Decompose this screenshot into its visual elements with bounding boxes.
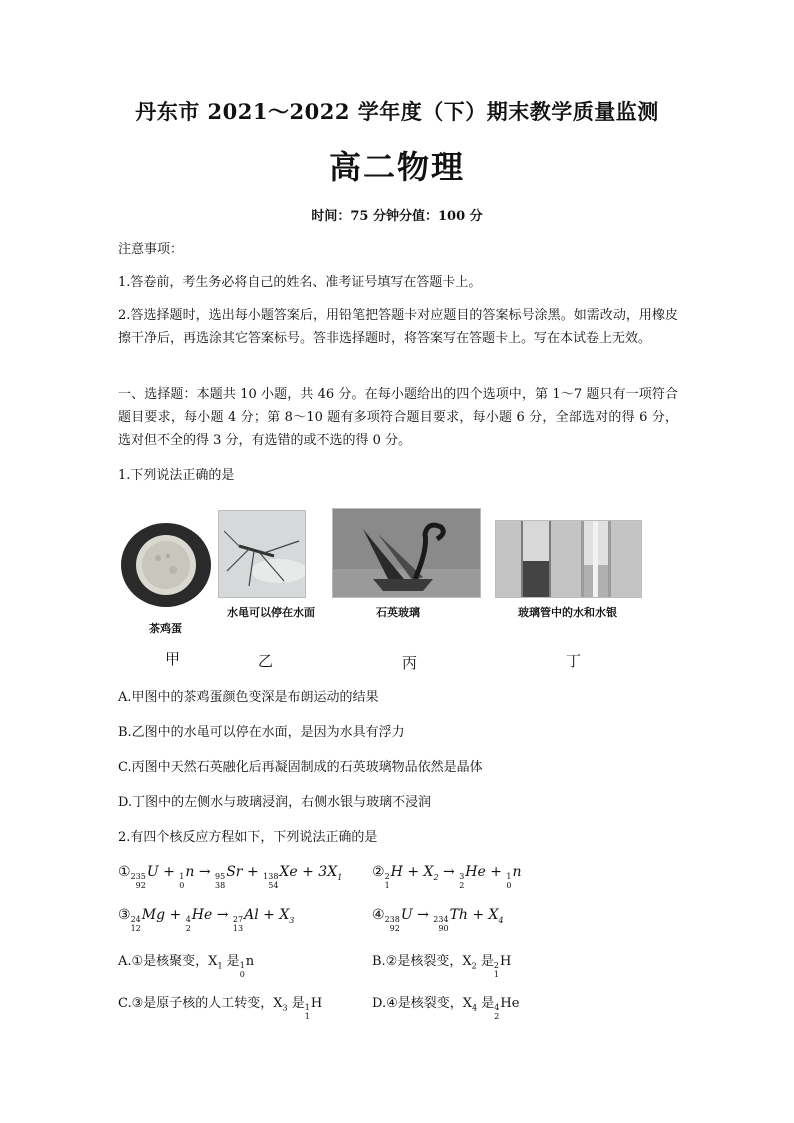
question-1-stem: 1.下列说法正确的是	[118, 468, 235, 483]
caption-water-strider: 水黾可以停在水面	[227, 607, 315, 619]
q1-option-a: A.甲图中的茶鸡蛋颜色变深是布朗运动的结果	[118, 690, 379, 705]
q2-option-d: D.④是核裂变，$X_4$ 是 4 2 He	[372, 996, 520, 1021]
subject-title: 高二物理	[328, 148, 465, 186]
equation-3: ③ 24 12 Mg + 4 2 He → 27 13 $Al + X_3$	[118, 907, 295, 933]
q1-option-d: D.丁图中的左侧水与玻璃浸润，右侧水银与玻璃不浸润	[118, 795, 432, 810]
notes-heading: 注意事项：	[118, 242, 184, 257]
q2-option-b: B.②是核裂变，$X_2$ 是 2 1 H	[372, 954, 512, 979]
equation-2: ② 2 1 $H + X_2$ → 3 2 He + 1 0 n	[372, 864, 522, 890]
caption-quartz-glass: 石英玻璃	[376, 607, 420, 619]
equation-1: ① 235 92 U + 1 0 n → 95 38 Sr + 138 54 $Xe + 3X_1$	[118, 864, 343, 890]
figure-label-bing: 丙	[402, 654, 418, 672]
q2-option-c: C.③是原子核的人工转变，$X_3$ 是 1 1 H	[118, 996, 323, 1021]
section-1-intro: 一、选择题：本题共 10 小题，共 46 分。在每小题给出的四个选项中，第 1～7 题只有一项符合题目要求，每小题 4 分；第 8～10 题有多项符合题目要求，每小题 6 分，全部选对的得 6 分，选对但不全的得 3 分，有选错的或不选的得 0 分。	[118, 387, 678, 448]
water-strider-photo	[218, 510, 306, 598]
tea-egg-photo	[118, 518, 213, 608]
time-score-line: 时间：75 分钟分值：100 分	[311, 209, 483, 224]
q2-option-a: A.①是核聚变，$X_1$ 是 1 0 n	[118, 954, 255, 979]
note-item-1: 1.答卷前，考生务必将自己的姓名、准考证号填写在答题卡上。	[118, 275, 482, 290]
figure-label-ding: 丁	[566, 652, 582, 670]
figure-label-yi: 乙	[258, 652, 274, 670]
glass-tubes-photo	[495, 520, 642, 598]
question-2-stem: 2.有四个核反应方程如下，下列说法正确的是	[118, 830, 378, 845]
caption-tea-egg: 茶鸡蛋	[149, 623, 182, 635]
caption-glass-tubes: 玻璃管中的水和水银	[518, 607, 617, 619]
quartz-glass-photo	[332, 508, 481, 598]
q1-option-b: B.乙图中的水黾可以停在水面，是因为水具有浮力	[118, 725, 405, 740]
q1-option-c: C.丙图中天然石英融化后再凝固制成的石英玻璃物品依然是晶体	[118, 760, 483, 775]
equation-4: ④ 238 92 U → 234 90 $Th + X_4$	[372, 907, 504, 933]
figure-label-jia: 甲	[165, 650, 181, 668]
note-item-2: 2.答选择题时，选出每小题答案后，用铅笔把答题卡对应题目的答案标号涂黑。如需改动，用橡皮擦干净后，再选涂其它答案标号。答非选择题时，将答案写在答题卡上。写在本试卷上无效。	[118, 308, 678, 346]
exam-title: 丹东市 2021～2022 学年度（下）期末教学质量监测	[135, 99, 659, 124]
